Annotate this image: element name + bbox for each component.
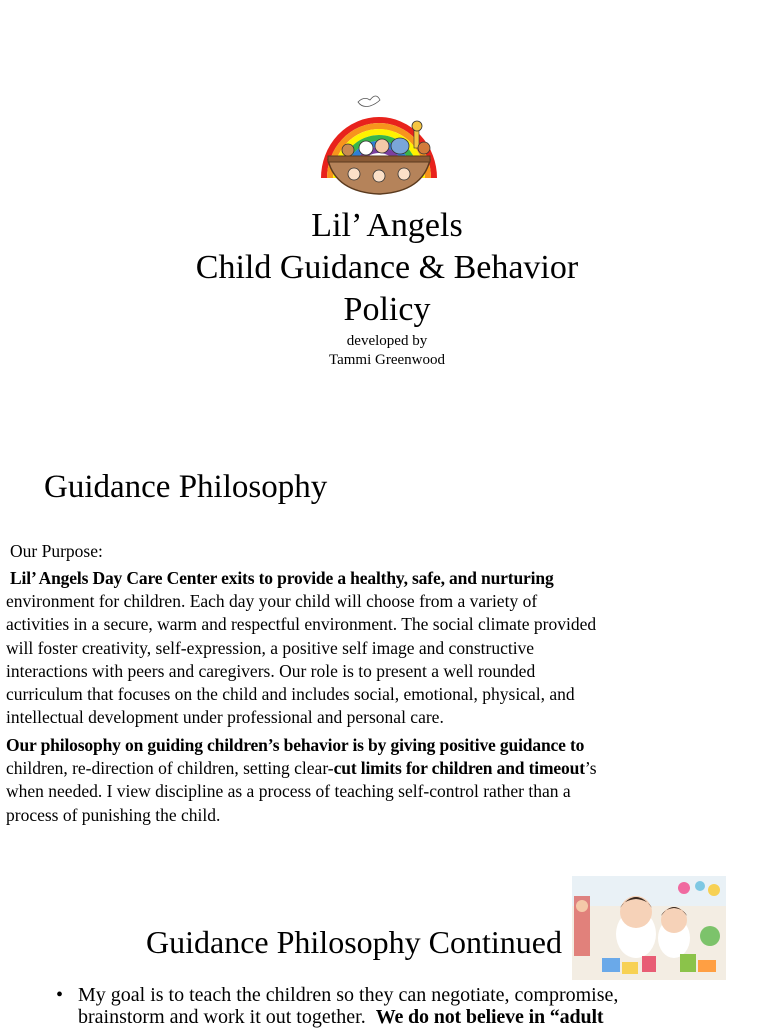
purpose-line: intellectual development under professional and personal care.: [6, 707, 444, 728]
philosophy-line: when needed. I view discipline as a process of teaching self-control rather than a: [6, 781, 571, 802]
philosophy-lead-line: Our philosophy on guiding children’s behavior is by giving positive guidance to: [6, 735, 585, 755]
philosophy-line: [6, 757, 597, 780]
philosophy-line: process of punishing the child.: [6, 804, 221, 825]
title-line-1: Lil’ Angels: [311, 207, 463, 244]
purpose-label: Our Purpose:: [10, 541, 103, 561]
section-heading-guidance-philosophy: Guidance Philosophy: [44, 469, 328, 505]
bullet-line2-bold: We do not believe in “adult: [375, 1006, 604, 1028]
philosophy-line2-part: children, re-direction of children, setting clear-: [6, 758, 334, 779]
purpose-line: will foster creativity, self-expression, a positive self image and constructive: [6, 637, 535, 658]
bullet-item: [78, 984, 618, 1028]
purpose-line: environment for children. Each day your child will choose from a variety of: [6, 591, 538, 612]
rainbow-ark-logo-icon: [318, 88, 440, 200]
purpose-line: curriculum that focuses on the child and includes social, emotional, physical, and: [6, 684, 575, 705]
developed-by-label: developed by: [346, 333, 428, 349]
purpose-line: interactions with peers and caregivers. Our role is to present a well rounded: [6, 660, 536, 681]
purpose-lead-line: Lil’ Angels Day Care Center exits to provide a healthy, safe, and nurturing: [10, 568, 554, 588]
philosophy-line2-suffix: ’s: [584, 758, 597, 779]
author-name: Tammi Greenwood: [328, 352, 445, 368]
title-line-2: Child Guidance & Behavior: [195, 249, 579, 286]
bullet-line: My goal is to teach the children so they can negotiate, compromise,: [78, 984, 619, 1006]
section-heading-guidance-philosophy-continued: Guidance Philosophy Continued: [146, 924, 562, 960]
purpose-line: activities in a secure, warm and respectful environment. The social climate provided: [6, 614, 597, 635]
bullet-symbol: •: [56, 984, 64, 1006]
philosophy-paragraph: [6, 734, 597, 827]
philosophy-line2-bold: cut limits for children and timeout: [333, 758, 585, 779]
children-playing-photo-icon: [572, 876, 726, 980]
purpose-paragraph: [6, 567, 596, 729]
bullet-line2-part: brainstorm and work it out together.: [78, 1006, 366, 1028]
title-line-3: Policy: [343, 291, 431, 328]
bullet-line: [78, 1006, 618, 1028]
